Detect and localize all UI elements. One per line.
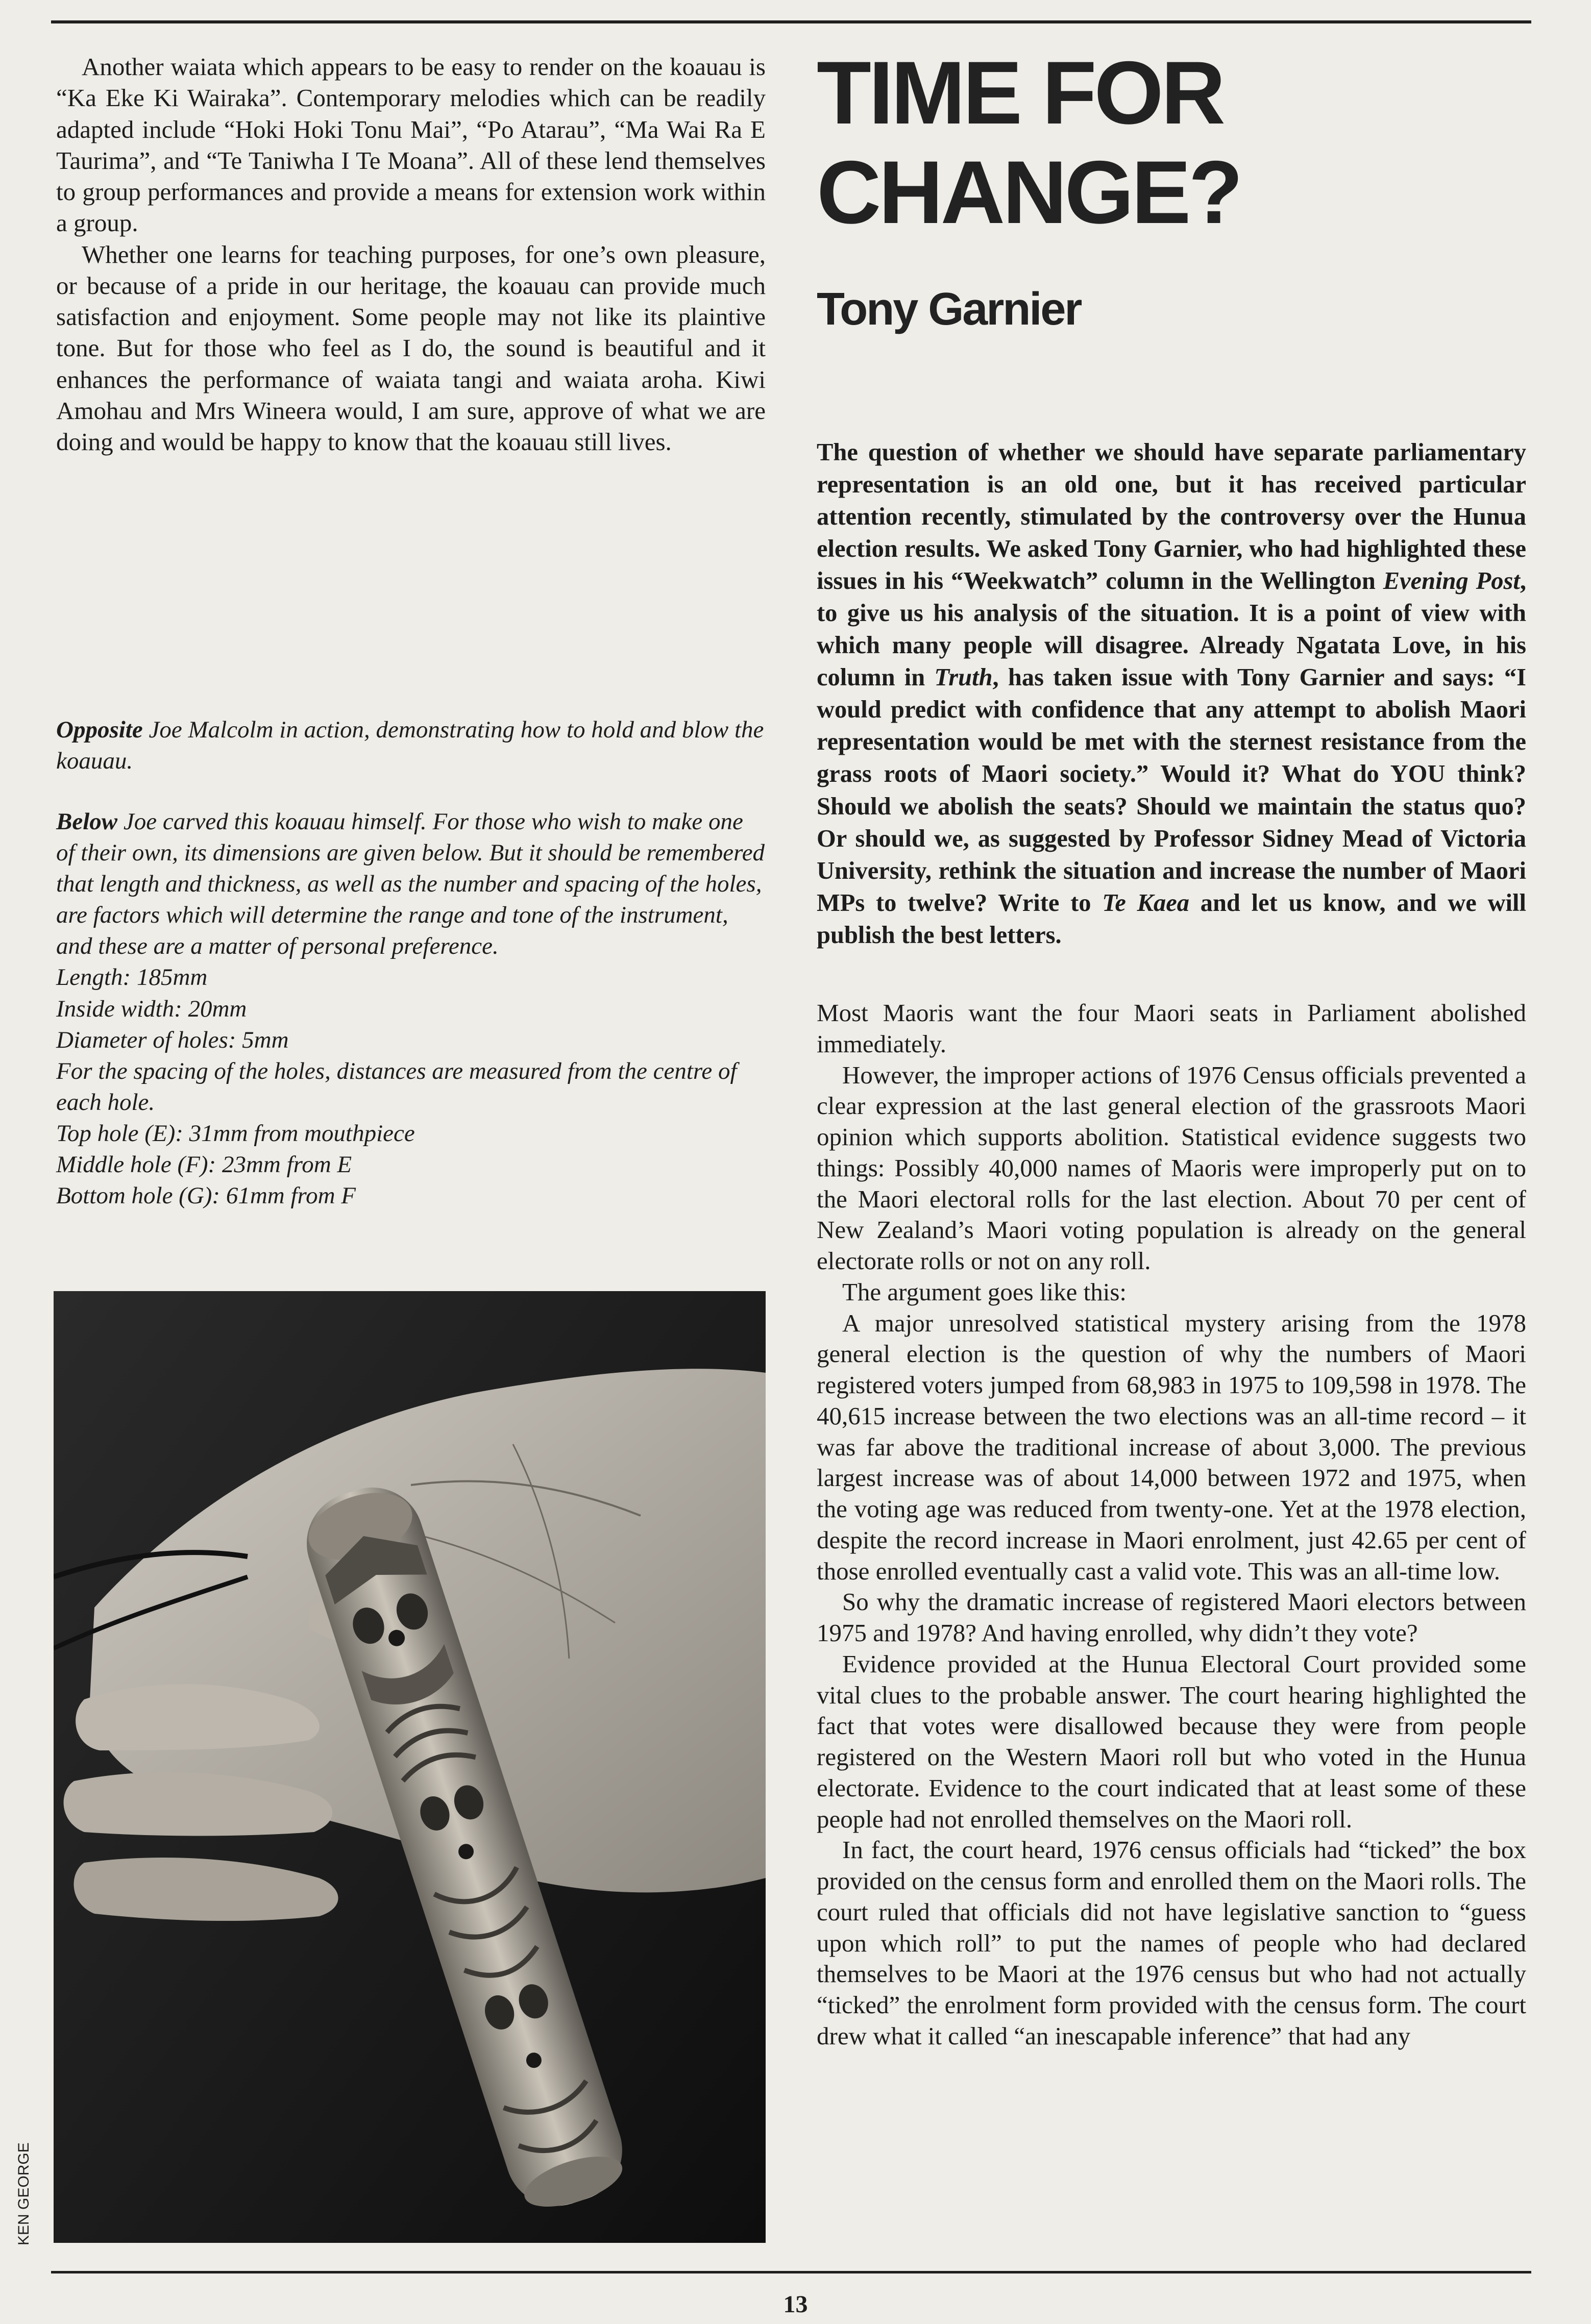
photo-credit: KEN GEORGE — [15, 2142, 32, 2245]
page-number: 13 — [783, 2291, 808, 2318]
article-intro — [817, 436, 1526, 951]
left-paragraph-2: Whether one learns for teaching purposes, for one’s own pleasure, or because of a pride in our heritage, the koauau can provide much satisfaction and enjoyment. Some people may not like its plaintive tone. But for those who feel as I do, the sound is beautiful and it enhances the performance of waiata tangi and waiata aroha. Kiwi Amohau and Mrs Wineera would, I am sure, approve of what we are doing and would be happy to know that the koauau still lives. — [56, 240, 766, 456]
intro-truth: Truth — [934, 664, 993, 691]
caption-opposite-text: Joe Malcolm in action, demonstrating how to hold and blow the koauau. — [56, 716, 764, 775]
article-paragraph-5: So why the dramatic increase of registered Maori electors between 1975 and 1978? And having enrolled, why didn’t they vote? — [817, 1588, 1526, 1647]
koauau-photo-image — [54, 1291, 766, 2243]
article-paragraph-1: Most Maoris want the four Maori seats in Parliament abolished immediately. — [817, 999, 1526, 1058]
dimension-top-hole: Top hole (E): 31mm from mouthpiece — [56, 1120, 415, 1147]
caption-below-text: Joe carved this koauau himself. For those who wish to make one of their own, its dimensions are given below. But it should be remembered that length and thickness, as well as the number and spacing of the holes, are factors which will determine the range and tone of the instrument, and these are a matter of personal preference. — [56, 808, 765, 960]
dimension-bottom-hole: Bottom hole (G): 61mm from F — [56, 1182, 356, 1209]
article-byline: Tony Garnier — [817, 284, 1081, 335]
dimension-middle-hole: Middle hole (F): 23mm from E — [56, 1151, 352, 1178]
article-paragraph-3: The argument goes like this: — [842, 1277, 1127, 1306]
caption-below-lead: Below — [56, 808, 118, 835]
dimension-spacing-note: For the spacing of the holes, distances are measured from the centre of each hole. — [56, 1057, 737, 1116]
dimension-hole-diameter: Diameter of holes: 5mm — [56, 1026, 289, 1053]
left-paragraph-1: Another waiata which appears to be easy to render on the koauau is “Ka Eke Ki Wairaka”. Contemporary melodies which can be readily adapted include “Hoki Hoki Tonu Mai”, “Po Atarau”, “Ma Wai Ra E Taurima”, and “Te Taniwha I Te Moana”. All of these lend themselves to group performances and provide a means for extension work within a group. — [56, 53, 766, 237]
koauau-photo — [54, 1291, 766, 2243]
left-column — [56, 51, 766, 457]
dimension-inside-width: Inside width: 20mm — [56, 995, 247, 1022]
dimension-length: Length: 185mm — [56, 964, 208, 991]
intro-evening-post: Evening Post — [1383, 567, 1520, 595]
caption-opposite-lead: Opposite — [56, 716, 143, 743]
caption-opposite — [56, 714, 766, 777]
intro-te-kaea: Te Kaea — [1102, 889, 1189, 917]
bottom-rule — [51, 2271, 1531, 2273]
caption-below — [56, 806, 766, 1212]
article-paragraph-6: Evidence provided at the Hunua Electoral Court provided some vital clues to the probable answer. The court hearing highlighted the fact that votes were disallowed because they were from people registered on the Western Maori roll but who voted in the Hunua electorate. Evidence to the court indicated that at least some of these people had not enrolled themselves on the Maori roll. — [817, 1649, 1526, 1833]
intro-part-b: , to give us his analysis of the situation. It is a point of view with which many people will disagree. Already Ngatata Love, in his column in — [817, 567, 1526, 691]
article-body — [817, 998, 1526, 2052]
top-rule — [51, 20, 1531, 23]
intro-part-d: and let us know, and we will publish the best letters. — [817, 889, 1526, 949]
intro-part-c: , has taken issue with Tony Garnier and says: “I would predict with confidence that any attempt to abolish Maori representation would be met with the sternest resistance from the grass roots of Maori society.” Would it? What do YOU think? Should we abolish the seats? Should we maintain the status quo? Or should we, as suggested by Professor Sidney Mead of Victoria University, rethink the situation and increase the number of Maori MPs to twelve? Write to — [817, 664, 1526, 917]
article-paragraph-7: In fact, the court heard, 1976 census officials had “ticked” the box provided on the census form and enrolled them on the Maori rolls. The court ruled that officials did not have legislative sanction to “guess upon which roll” to put the names of people who had declared themselves to be Maori at the 1976 census but who had not actually “ticked” the enrolment form provided with the census form. The court drew what it called “an inescapable inference” that had any — [817, 1836, 1526, 2050]
headline-line-1: TIME FOR — [817, 43, 1223, 143]
headline-line-2: CHANGE? — [817, 143, 1241, 242]
intro-part-a: The question of whether we should have separate parliamentary representation is an old one, but it has received particular attention recently, stimulated by the controversy over the Hunua election results. We asked Tony Garnier, who had highlighted these issues in his “Weekwatch” column in the Wellington — [817, 439, 1526, 595]
article-paragraph-2: However, the improper actions of 1976 Census officials prevented a clear expression at the last general election of the grassroots Maori opinion which supports abolition. Statistical evidence suggests two things: Possibly 40,000 names of Maoris were improperly put on to the Maori electoral rolls for the last election. About 70 per cent of New Zealand’s Maori voting population is already on the general electorate rolls or not on any roll. — [817, 1060, 1526, 1275]
article-headline — [817, 43, 1240, 242]
article-paragraph-4: A major unresolved statistical mystery arising from the 1978 general election is the question of why the numbers of Maori registered voters jumped from 68,983 in 1975 to 109,598 in 1978. The 40,615 increase between the two elections was an all-time record – it was far above the traditional increase of about 3,000. The previous largest increase was of about 14,000 between 1972 and 1975, when the voting age was reduced from twenty-one. Yet at the 1978 election, despite the record increase in Maori enrolment, just 42.65 per cent of those enrolled eventually cast a valid vote. This was an all-time low. — [817, 1308, 1526, 1585]
